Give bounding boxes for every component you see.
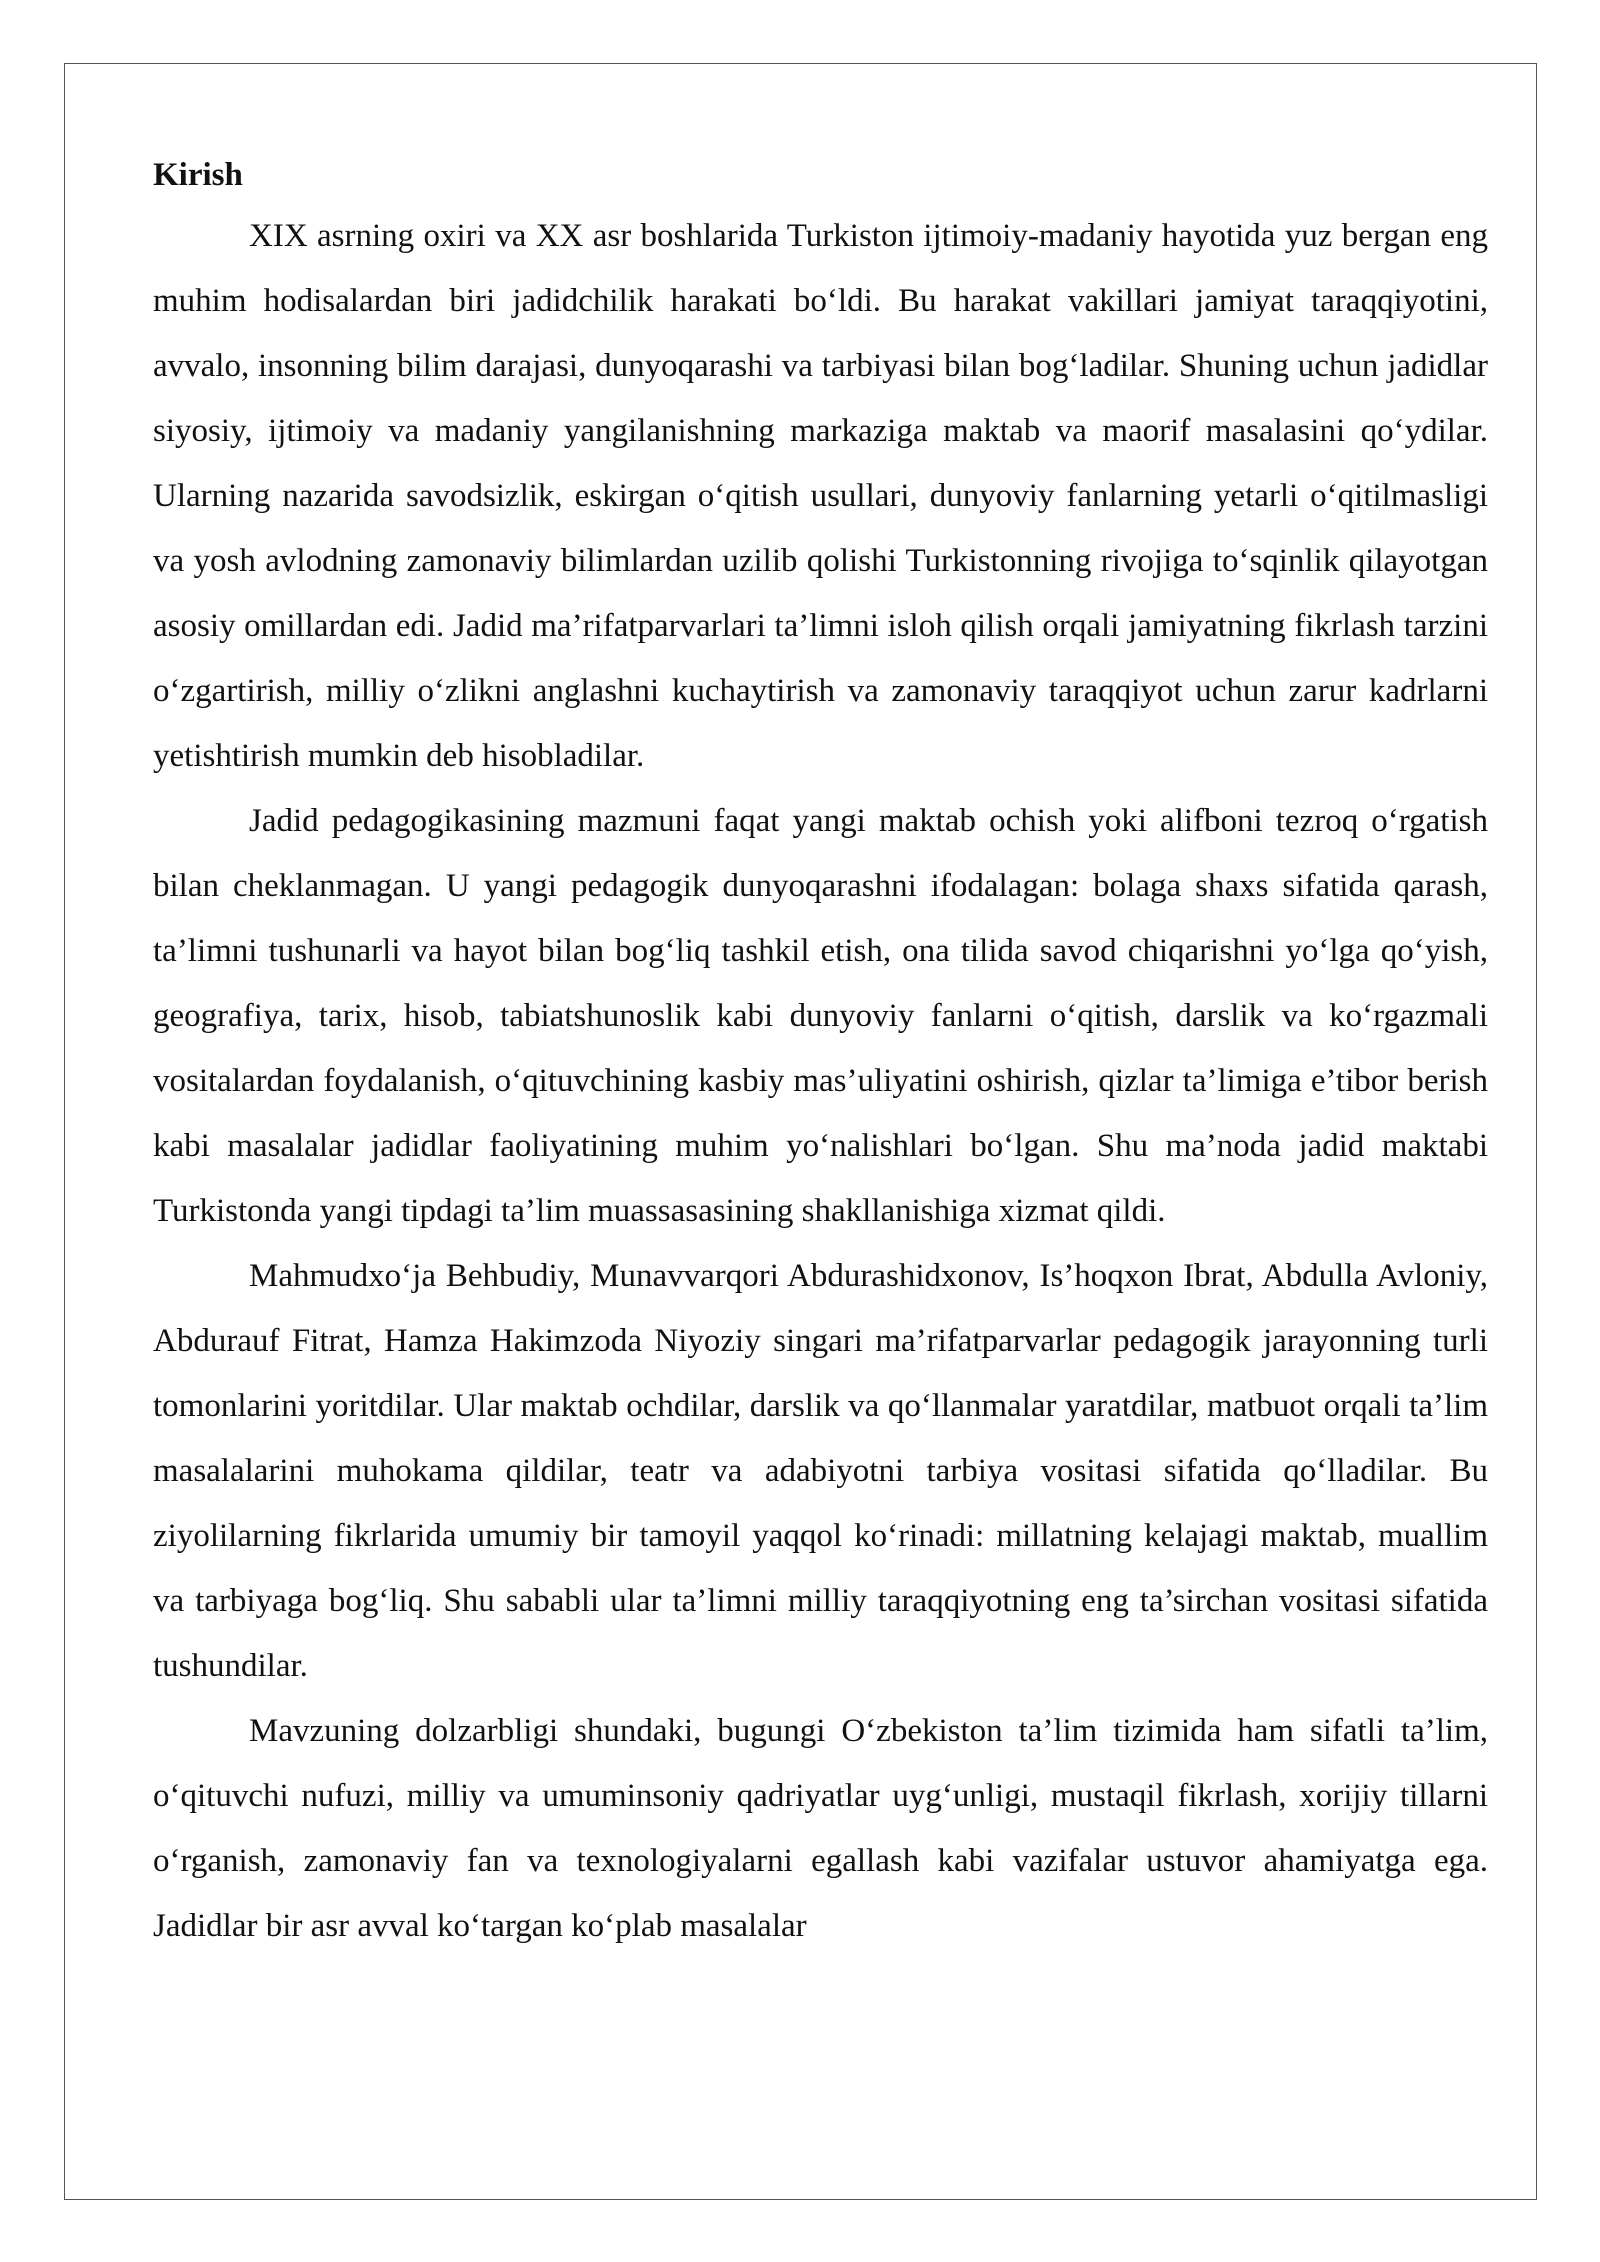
paragraph-1: XIX asrning oxiri va XX asr boshlarida Turkiston ijtimoiy-madaniy hayotida yuz bergan eng muhim hodisalardan biri jadidchilik harakati bo‘ldi. Bu harakat vakillari jamiyat taraqqiyotini, avvalo, insonning bilim darajasi, dunyoqarashi va tarbiyasi bilan bog‘ladilar. Shuning uchun jadidlar siyosiy, ijtimoiy va madaniy yangilanishning markaziga maktab va maorif masalasini qo‘ydilar. Ularning nazarida savodsizlik, eskirgan o‘qitish usullari, dunyoviy fanlarning yetarli o‘qitilmasligi va yosh avlodning zamonaviy bilimlardan uzilib qolishi Turkistonning rivojiga to‘sqinlik qilayotgan asosiy omillardan edi. Jadid ma’rifatparvarlari ta’limni isloh qilish orqali jamiyatning fikrlash tarzini o‘zgartirish, milliy o‘zlikni anglashni kuchaytirish va zamonaviy taraqqiyot uchun zarur kadrlarni yetishtirish mumkin deb hisobladilar. — [153, 218, 1488, 774]
section-heading: Kirish — [153, 157, 243, 193]
paragraph-3: Mahmudxo‘ja Behbudiy, Munavvarqori Abdurashidxonov, Is’hoqxon Ibrat, Abdulla Avloniy, Abdurauf Fitrat, Hamza Hakimzoda Niyoziy singari ma’rifatparvarlar pedagogik jarayonning turli tomonlarini yoritdilar. Ular maktab ochdilar, darslik va qo‘llanmalar yaratdilar, matbuot orqali ta’lim masalalarini muhokama qildilar, teatr va adabiyotni tarbiya vositasi sifatida qo‘lladilar. Bu ziyolilarning fikrlarida umumiy bir tamoyil yaqqol ko‘rinadi: millatning kelajagi maktab, muallim va tarbiyaga bog‘liq. Shu sababli ular ta’limni milliy taraqqiyotning eng ta’sirchan vositasi sifatida tushundilar. — [153, 1258, 1488, 1684]
paragraph-2: Jadid pedagogikasining mazmuni faqat yangi maktab ochish yoki alifboni tezroq o‘rgatish bilan cheklanmagan. U yangi pedagogik dunyoqarashni ifodalagan: bolaga shaxs sifatida qarash, ta’limni tushunarli va hayot bilan bog‘liq tashkil etish, ona tilida savod chiqarishni yo‘lga qo‘yish, geografiya, tarix, hisob, tabiatshunoslik kabi dunyoviy fanlarni o‘qitish, darslik va ko‘rgazmali vositalardan foydalanish, o‘qituvchining kasbiy mas’uliyatini oshirish, qizlar ta’limiga e’tibor berish kabi masalalar jadidlar faoliyatining muhim yo‘nalishlari bo‘lgan. Shu ma’noda jadid maktabi Turkistonda yangi tipdagi ta’lim muassasasining shakllanishiga xizmat qildi. — [153, 803, 1488, 1229]
document-body — [153, 146, 1488, 1959]
paragraph-4: Mavzuning dolzarbligi shundaki, bugungi O‘zbekiston ta’lim tizimida ham sifatli ta’lim, o‘qituvchi nufuzi, milliy va umuminsoniy qadriyatlar uyg‘unligi, mustaqil fikrlash, xorijiy tillarni o‘rganish, zamonaviy fan va texnologiyalarni egallash kabi vazifalar ustuvor ahamiyatga ega. Jadidlar bir asr avval ko‘targan ko‘plab masalalar — [153, 1713, 1488, 1944]
